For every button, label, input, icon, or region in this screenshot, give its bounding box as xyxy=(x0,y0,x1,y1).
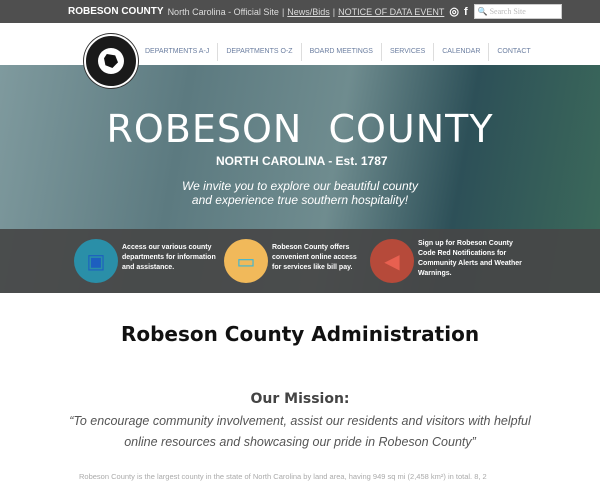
nav-departments-a-j[interactable]: DEPARTMENTS A-J xyxy=(137,43,218,61)
nav-calendar[interactable]: CALENDAR xyxy=(434,43,489,61)
divider: | xyxy=(281,6,285,17)
site-tagline: North Carolina - Official Site xyxy=(167,6,279,17)
feature-text: Sign up for Robeson County Code Red Notifications for Community Alerts and Weather Warnings. xyxy=(418,240,522,277)
quote-line: “To encourage community involvement, assist our residents and visitors with helpful xyxy=(69,414,531,428)
hero-invite xyxy=(0,179,600,207)
invite-line: and experience true southern hospitality! xyxy=(191,193,409,207)
nav-departments-o-z[interactable]: DEPARTMENTS O-Z xyxy=(218,43,301,61)
feature-departments[interactable] xyxy=(74,239,224,283)
quote-line: online resources and showcasing our pride in Robeson County” xyxy=(124,435,476,449)
top-bar xyxy=(0,0,600,23)
feature-online-services[interactable] xyxy=(224,239,364,283)
facebook-icon[interactable]: f xyxy=(463,5,468,18)
feature-code-red[interactable] xyxy=(370,235,530,283)
main-menu xyxy=(137,43,539,61)
megaphone-icon: ◀ xyxy=(370,239,414,283)
instagram-icon[interactable]: ◎ xyxy=(449,6,459,18)
feature-band xyxy=(0,229,600,293)
nav-contact[interactable]: CONTACT xyxy=(497,48,531,55)
notice-link[interactable]: NOTICE OF DATA EVENT xyxy=(338,6,445,17)
search-input[interactable]: 🔍 Search Site xyxy=(474,4,562,19)
id-card-icon: ▣ xyxy=(74,239,118,283)
feature-text: Access our various county departments for information and assistance. xyxy=(122,244,216,271)
nav-board-meetings[interactable]: BOARD MEETINGS xyxy=(302,43,382,61)
mission-title: Our Mission: xyxy=(250,391,350,407)
feature-text: Robeson County offers convenient online access for services like bill pay. xyxy=(272,244,357,271)
news-bids-link[interactable]: News/Bids xyxy=(287,6,330,17)
mission-quote xyxy=(0,411,600,453)
divider: | xyxy=(332,6,336,17)
site-brand[interactable]: ROBESON COUNTY xyxy=(68,6,164,17)
county-seal-logo[interactable] xyxy=(84,34,138,88)
monitor-icon: ▭ xyxy=(224,239,268,283)
page-heading: Robeson County Administration xyxy=(120,322,480,346)
hero-banner xyxy=(0,65,600,293)
body-text: Robeson County is the largest county in the state of North Carolina by land area, having 949 sq mi (2,458 km²) in total. 8, 2 xyxy=(79,472,487,481)
nav-services[interactable]: SERVICES xyxy=(382,43,434,61)
hero-title: ROBESON COUNTY xyxy=(106,107,494,151)
hero-subtitle: NORTH CAROLINA - Est. 1787 xyxy=(216,154,388,168)
invite-line: We invite you to explore our beautiful county xyxy=(182,179,418,193)
